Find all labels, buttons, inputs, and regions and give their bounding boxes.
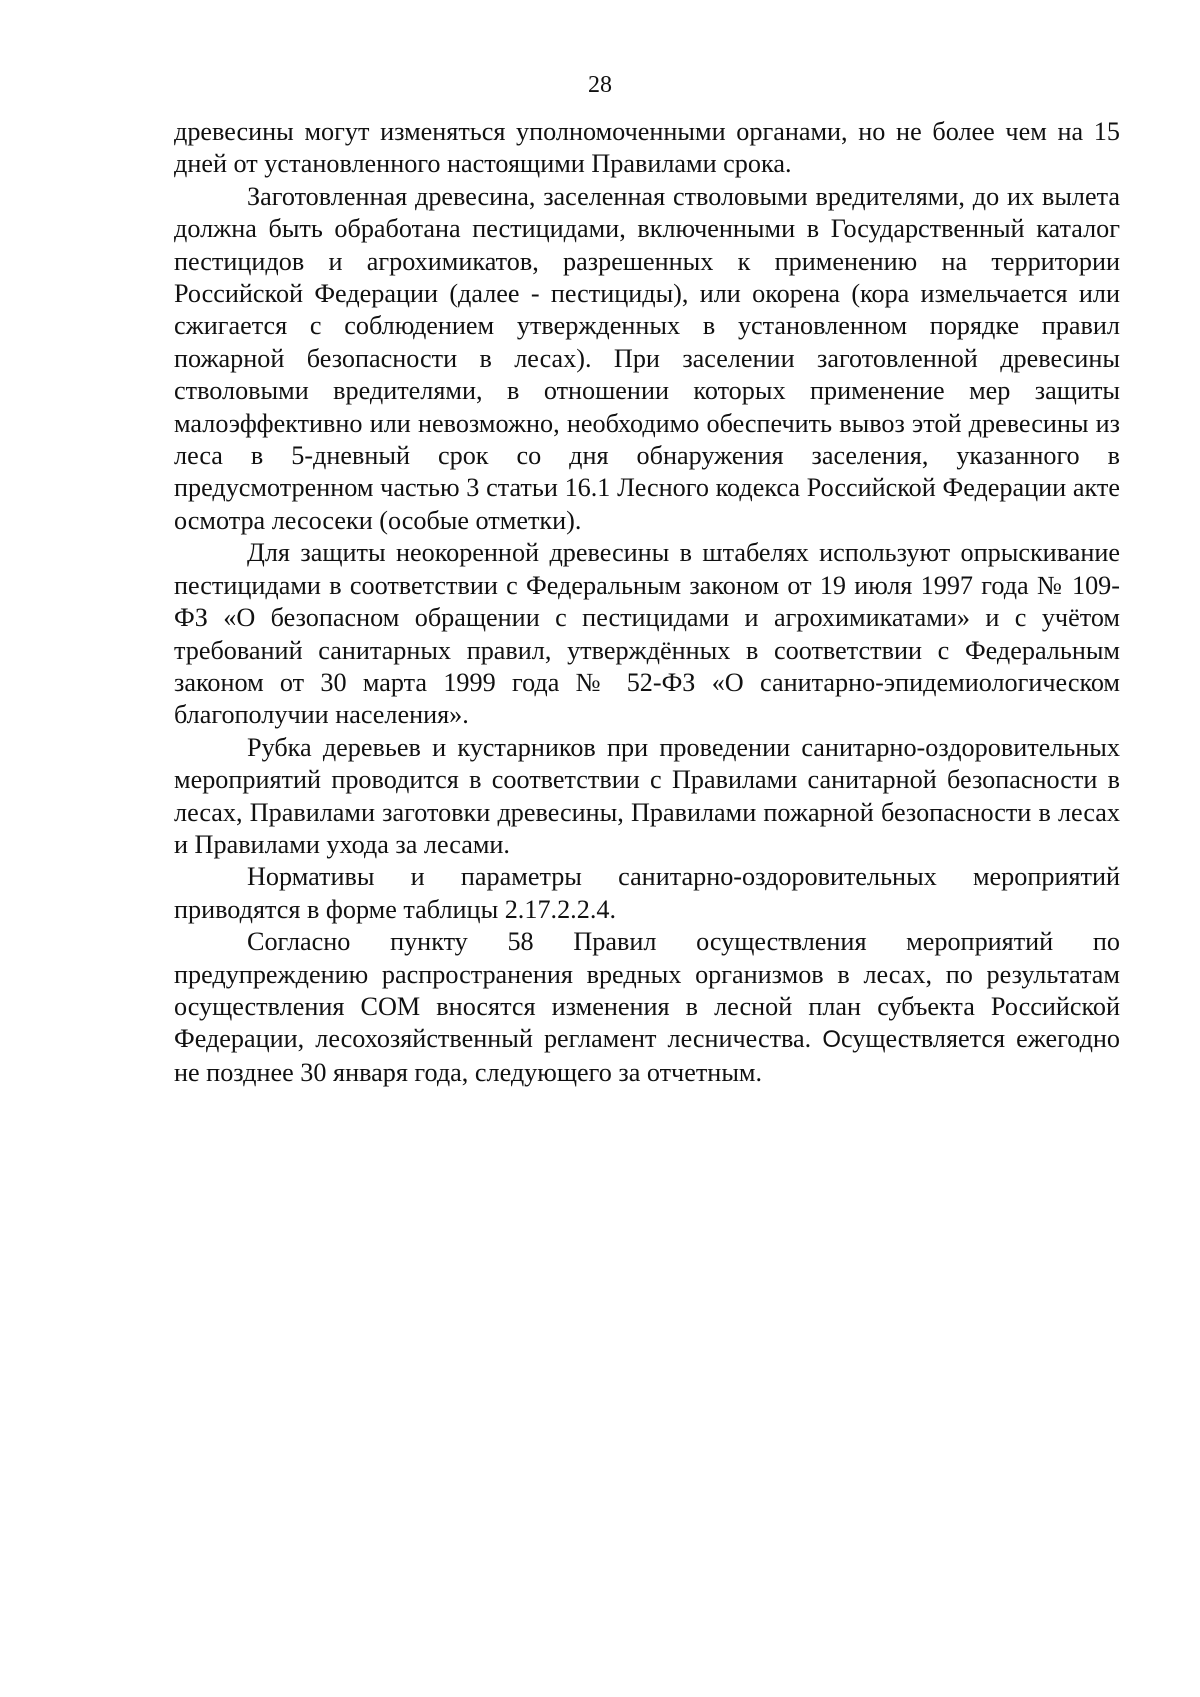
paragraph-2: Заготовленная древесина, заселенная стволовыми вредителями, до их вылета должна быть обработана пестицидами, включенными в Государственный каталог пестицидов и агрохимикатов, разрешенных к применению на территории Российской Федерации (далее - пестициды), или окорена (кора измельчается или сжигается с соблюдением утвержденных в установленном порядке правил пожарной безопасности в лесах). При заселении заготовленной древесины стволовыми вредителями, в отношении которых применение мер защиты малоэффективно или невозможно, необходимо обеспечить вывоз этой древесины из леса в 5-дневный срок со дня обнаружения заселения, указанного в предусмотренном частью 3 статьи 16.1 Лесного кодекса Российской Федерации акте осмотра лесосеки (особые отметки). — [174, 181, 1120, 535]
document-body — [174, 116, 1120, 1089]
paragraph-6-tail: существляется ежегодно не позднее 30 января года, следующего за отчетным. — [174, 1024, 1120, 1087]
paragraph-6-sans-letter: О — [822, 1026, 841, 1054]
paragraph-1: древесины могут изменяться уполномоченными органами, но не более чем на 15 дней от установленного настоящими Правилами срока. — [174, 117, 1120, 179]
paragraph-6 — [174, 926, 1120, 1089]
paragraph-4: Рубка деревьев и кустарников при проведении санитарно-оздоровительных мероприятий проводится в соответствии с Правилами санитарной безопасности в лесах, Правилами заготовки древесины, Правилами пожарной безопасности в лесах и Правилами ухода за лесами. — [174, 732, 1120, 859]
paragraph-6-main: Согласно пункту 58 Правил осуществления мероприятий по предупреждению распространения вредных организмов в лесах, по результатам осуществления СОМ вносятся изменения в лесной план субъекта Российской Федерации, лесохозяйственный регламент лесничества. — [174, 927, 1120, 1054]
page-number: 28 — [588, 72, 612, 98]
paragraph-3: Для защиты неокоренной древесины в штабелях используют опрыскивание пестицидами в соответствии с Федеральным законом от 19 июля 1997 года № 109-ФЗ «О безопасном обращении с пестицидами и агрохимикатами» и с учётом требований санитарных правил, утверждённых в соответствии с Федеральным законом от 30 марта 1999 года № 52-ФЗ «О санитарно-эпидемиологическом благополучии населения». — [174, 538, 1120, 730]
paragraph-5: Нормативы и параметры санитарно-оздоровительных мероприятий приводятся в форме таблицы 2.17.2.2.4. — [174, 862, 1120, 924]
